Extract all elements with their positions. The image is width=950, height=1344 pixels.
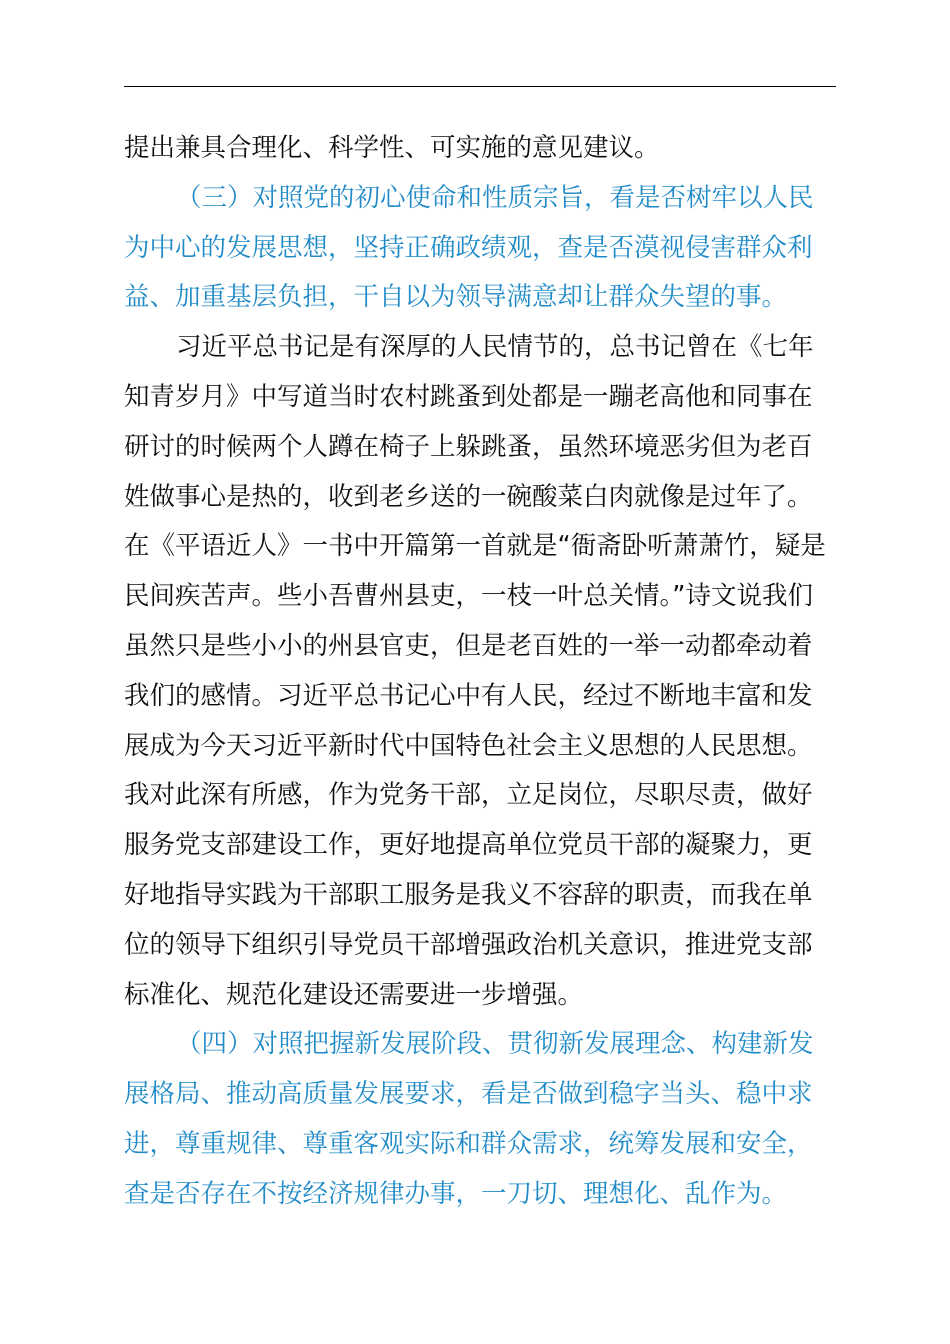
- text-line: 提出兼具合理化、科学性、可实施的意见建议。: [124, 133, 660, 163]
- body-paragraph: [124, 323, 836, 1020]
- text-line: 民间疾苦声。些小吾曹州县吏，一枝一叶总关情。”诗文说我们: [124, 581, 813, 612]
- document-body: [124, 124, 836, 1220]
- heading-line: 为中心的发展思想，坚持正确政绩观，查是否漠视侵害群众利: [124, 232, 813, 263]
- header-rule: [124, 86, 836, 87]
- text-line: 我对此深有所感，作为党务干部，立足岗位，尽职尽责，做好: [124, 780, 813, 811]
- heading-line: 进，尊重规律、尊重客观实际和群众需求，统筹发展和安全，: [124, 1128, 813, 1159]
- heading-line: 展格局、推动高质量发展要求，看是否做到稳字当头、稳中求: [124, 1079, 813, 1110]
- text-line: 姓做事心是热的，收到老乡送的一碗酸菜白肉就像是过年了。: [124, 481, 813, 512]
- heading-line: （四）对照把握新发展阶段、贯彻新发展理念、构建新发: [176, 1029, 814, 1060]
- text-line: 虽然只是些小小的州县官吏，但是老百姓的一举一动都牵动着: [124, 630, 813, 661]
- text-line: 位的领导下组织引导党员干部增强政治机关意识，推进党支部: [124, 929, 813, 960]
- text-line: 服务党支部建设工作，更好地提高单位党员干部的凝聚力，更: [124, 830, 813, 861]
- text-line: 习近平总书记是有深厚的人民情节的，总书记曾在《七年: [176, 332, 814, 363]
- text-line: 知青岁月》中写道当时农村跳蚤到处都是一蹦老高他和同事在: [124, 381, 813, 412]
- heading-line: （三）对照党的初心使命和性质宗旨，看是否树牢以人民: [176, 182, 814, 213]
- text-line: 展成为今天习近平新时代中国特色社会主义思想的人民思想。: [124, 730, 813, 761]
- section-heading-4: [124, 1020, 836, 1219]
- paragraph-continuation: [124, 124, 836, 174]
- heading-line: 益、加重基层负担，干自以为领导满意却让群众失望的事。: [124, 282, 788, 313]
- text-line: 好地指导实践为干部职工服务是我义不容辞的职责，而我在单: [124, 879, 813, 910]
- text-line: 标准化、规范化建设还需要进一步增强。: [124, 979, 584, 1010]
- text-line: 研讨的时候两个人蹲在椅子上躲跳蚤，虽然环境恶劣但为老百: [124, 431, 813, 462]
- section-heading-3: [124, 174, 836, 323]
- heading-line: 查是否存在不按经济规律办事，一刀切、理想化、乱作为。: [124, 1178, 788, 1209]
- text-line: 我们的感情。习近平总书记心中有人民，经过不断地丰富和发: [124, 680, 813, 711]
- text-line: 在《平语近人》一书中开篇第一首就是“衙斋卧听萧萧竹，疑是: [124, 531, 826, 562]
